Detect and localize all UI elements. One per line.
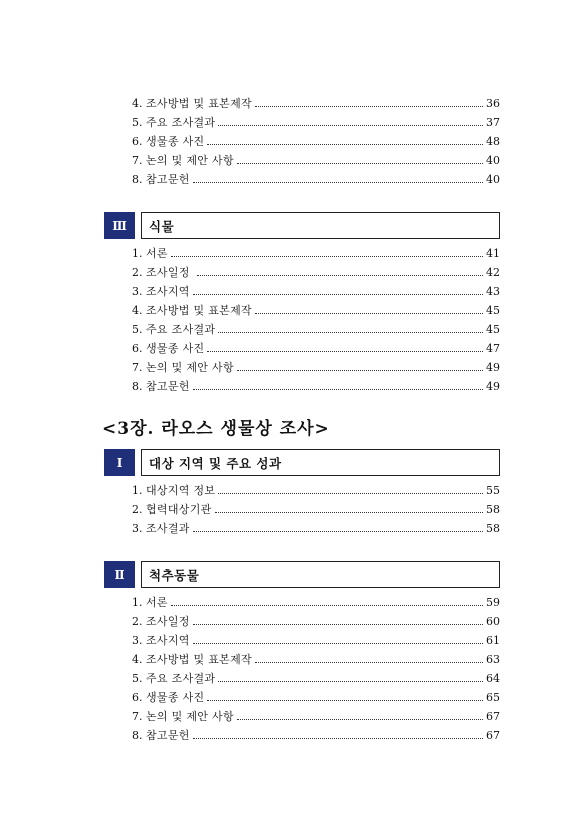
toc-entry-title: 참고문헌 <box>146 380 190 393</box>
section-numeral-badge: Ⅰ <box>104 449 135 476</box>
toc-entry-title: 논의 및 제안 사항 <box>146 710 234 723</box>
dot-leader <box>193 530 483 532</box>
toc-entry-page: 37 <box>486 116 500 129</box>
toc-entry-page: 45 <box>486 323 500 336</box>
toc-entry-title: 조사방법 및 표본제작 <box>146 653 252 666</box>
toc-entry-number: 3. <box>132 285 143 298</box>
toc-entry-page: 41 <box>486 247 500 260</box>
toc-list-vertebrates <box>132 593 500 745</box>
dot-leader <box>171 604 483 606</box>
toc-entry-page: 42 <box>486 266 500 279</box>
dot-leader <box>193 388 483 390</box>
toc-entry-title: 대상지역 정보 <box>146 484 216 497</box>
section-header-target-area <box>104 449 500 476</box>
dot-leader <box>218 680 483 682</box>
toc-entry-number: 8. <box>132 729 143 742</box>
toc-entry-title: 주요 조사결과 <box>146 323 216 336</box>
dot-leader <box>193 181 483 183</box>
section-title: 척추동물 <box>141 561 500 588</box>
toc-entry-title: 서론 <box>146 247 168 260</box>
toc-entry[interactable] <box>132 151 500 170</box>
toc-entry-title: 서론 <box>146 596 168 609</box>
toc-list-target-area <box>132 481 500 538</box>
dot-leader <box>237 718 483 720</box>
toc-entry-page: 40 <box>486 154 500 167</box>
toc-entry-page: 67 <box>486 710 500 723</box>
toc-entry[interactable] <box>132 726 500 745</box>
toc-entry-page: 49 <box>486 380 500 393</box>
toc-entry-number: 3. <box>132 634 143 647</box>
dot-leader <box>197 274 483 276</box>
dot-leader <box>171 255 483 257</box>
toc-entry[interactable] <box>132 519 500 538</box>
toc-entry[interactable] <box>132 301 500 320</box>
toc-entry-number: 7. <box>132 154 143 167</box>
toc-entry-number: 5. <box>132 323 143 336</box>
toc-entry-title: 협력대상기관 <box>146 503 212 516</box>
dot-leader <box>255 661 483 663</box>
toc-entry[interactable] <box>132 170 500 189</box>
dot-leader <box>207 350 483 352</box>
toc-entry-page: 49 <box>486 361 500 374</box>
toc-entry-number: 1. <box>132 247 143 260</box>
toc-entry-title: 조사일정 <box>146 615 190 628</box>
toc-entry-number: 6. <box>132 135 143 148</box>
section-numeral-badge: Ⅱ <box>104 561 135 588</box>
toc-entry-number: 5. <box>132 672 143 685</box>
toc-entry-page: 55 <box>486 484 500 497</box>
toc-entry-number: 7. <box>132 710 143 723</box>
toc-entry-page: 43 <box>486 285 500 298</box>
dot-leader <box>237 369 483 371</box>
toc-entry[interactable] <box>132 631 500 650</box>
toc-entry-title: 생물종 사진 <box>146 135 205 148</box>
toc-entry-title: 생물종 사진 <box>146 342 205 355</box>
toc-entry-number: 8. <box>132 380 143 393</box>
dot-leader <box>218 492 483 494</box>
toc-entry-page: 58 <box>486 522 500 535</box>
toc-entry[interactable] <box>132 669 500 688</box>
toc-entry[interactable] <box>132 650 500 669</box>
toc-entry[interactable] <box>132 358 500 377</box>
toc-entry-number: 2. <box>132 503 143 516</box>
section-header-plants <box>104 212 500 239</box>
toc-entry[interactable] <box>132 688 500 707</box>
toc-entry[interactable] <box>132 500 500 519</box>
toc-entry[interactable] <box>132 113 500 132</box>
toc-entry-number: 8. <box>132 173 143 186</box>
toc-entry[interactable] <box>132 94 500 113</box>
toc-entry[interactable] <box>132 320 500 339</box>
toc-entry[interactable] <box>132 481 500 500</box>
toc-entry-page: 61 <box>486 634 500 647</box>
toc-entry-title: 조사방법 및 표본제작 <box>146 97 252 110</box>
dot-leader <box>193 623 483 625</box>
toc-entry-title: 주요 조사결과 <box>146 116 216 129</box>
toc-entry[interactable] <box>132 282 500 301</box>
toc-entry[interactable] <box>132 132 500 151</box>
toc-entry-number: 5. <box>132 116 143 129</box>
toc-entry-title: 논의 및 제안 사항 <box>146 154 234 167</box>
toc-entry-page: 63 <box>486 653 500 666</box>
toc-list-plants <box>132 244 500 396</box>
toc-entry-title: 주요 조사결과 <box>146 672 216 685</box>
toc-entry[interactable] <box>132 263 500 282</box>
toc-entry-page: 36 <box>486 97 500 110</box>
dot-leader <box>207 699 483 701</box>
chapter-heading: <3장. 라오스 생물상 조사> <box>102 419 330 439</box>
toc-entry-page: 47 <box>486 342 500 355</box>
toc-entry-number: 6. <box>132 342 143 355</box>
toc-entry-number: 2. <box>132 266 143 279</box>
toc-entry-title: 논의 및 제안 사항 <box>146 361 234 374</box>
toc-entry-number: 4. <box>132 304 143 317</box>
toc-entry-page: 48 <box>486 135 500 148</box>
toc-entry-title: 조사지역 <box>146 634 190 647</box>
toc-entry-number: 6. <box>132 691 143 704</box>
toc-entry-title: 조사일정 <box>146 266 194 279</box>
toc-entry-number: 2. <box>132 615 143 628</box>
toc-entry-title: 참고문헌 <box>146 173 190 186</box>
toc-entry-title: 참고문헌 <box>146 729 190 742</box>
toc-entry-title: 생물종 사진 <box>146 691 205 704</box>
toc-entry-page: 59 <box>486 596 500 609</box>
dot-leader <box>255 312 483 314</box>
section-title: 식물 <box>141 212 500 239</box>
toc-entry-number: 1. <box>132 484 143 497</box>
dot-leader <box>255 105 483 107</box>
toc-entry-title: 조사지역 <box>146 285 190 298</box>
toc-entry-page: 45 <box>486 304 500 317</box>
toc-entry-page: 40 <box>486 173 500 186</box>
toc-entry-number: 3. <box>132 522 143 535</box>
dot-leader <box>237 162 483 164</box>
section-header-vertebrates <box>104 561 500 588</box>
dot-leader <box>218 124 483 126</box>
dot-leader <box>193 737 483 739</box>
toc-entry-title: 조사방법 및 표본제작 <box>146 304 252 317</box>
dot-leader <box>207 143 483 145</box>
toc-entry[interactable] <box>132 244 500 263</box>
dot-leader <box>193 293 483 295</box>
toc-entry-number: 1. <box>132 596 143 609</box>
toc-list-top <box>132 94 500 189</box>
toc-entry[interactable] <box>132 377 500 396</box>
toc-entry[interactable] <box>132 339 500 358</box>
toc-entry[interactable] <box>132 612 500 631</box>
dot-leader <box>215 511 483 513</box>
toc-entry-number: 7. <box>132 361 143 374</box>
toc-entry-title: 조사결과 <box>146 522 190 535</box>
toc-entry-page: 58 <box>486 503 500 516</box>
section-title: 대상 지역 및 주요 성과 <box>141 449 500 476</box>
dot-leader <box>193 642 483 644</box>
toc-entry-page: 60 <box>486 615 500 628</box>
dot-leader <box>218 331 483 333</box>
toc-entry-number: 4. <box>132 97 143 110</box>
toc-entry-page: 64 <box>486 672 500 685</box>
toc-entry-number: 4. <box>132 653 143 666</box>
toc-entry-page: 67 <box>486 729 500 742</box>
toc-entry[interactable] <box>132 593 500 612</box>
toc-entry[interactable] <box>132 707 500 726</box>
section-numeral-badge: Ⅲ <box>104 212 135 239</box>
toc-entry-page: 65 <box>486 691 500 704</box>
